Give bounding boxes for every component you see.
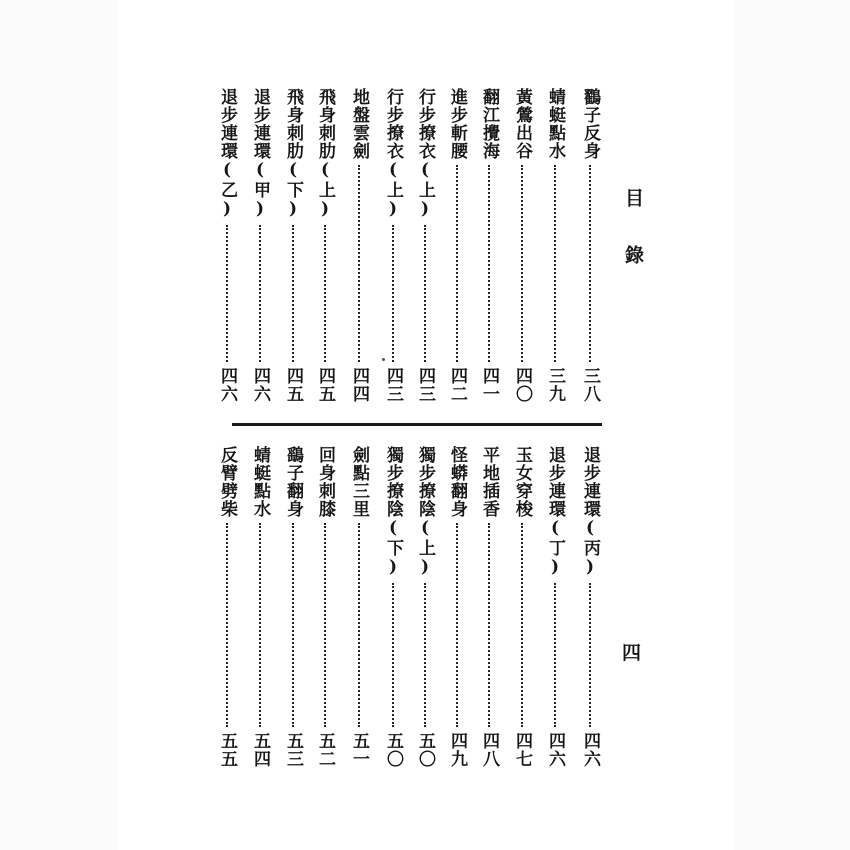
entry-page: 四八 [479, 732, 499, 768]
toc-entry [448, 88, 465, 403]
entry-page: 四六 [250, 367, 270, 403]
toc-entry [316, 88, 333, 403]
entry-title: 行步撩衣(上) [383, 88, 403, 220]
dot-leader [292, 523, 294, 727]
toc-entry [251, 446, 268, 768]
entry-page: 五〇 [415, 732, 435, 768]
toc-entry [416, 446, 433, 768]
dot-leader [424, 583, 426, 727]
toc-entry [513, 88, 530, 403]
entry-page: 四五 [283, 367, 303, 403]
toc-entry [546, 446, 563, 768]
entry-title: 蜻蜓點水 [250, 446, 270, 518]
entry-title: 回身刺膝 [315, 446, 335, 518]
entry-title: 地盤雲劍 [349, 88, 369, 160]
entry-title: 獨步撩陰(下) [383, 446, 403, 578]
toc-entry [284, 88, 301, 403]
dot-leader [488, 165, 490, 362]
toc-entry [384, 88, 401, 403]
toc-entry [513, 446, 530, 768]
toc-entry [480, 88, 497, 403]
entry-page: 四三 [415, 367, 435, 403]
entry-page: 五〇 [383, 732, 403, 768]
dot-leader [292, 225, 294, 362]
entry-title: 蜻蜓點水 [545, 88, 565, 160]
toc-entry [284, 446, 301, 768]
dot-leader [259, 523, 261, 727]
entry-page: 四一 [479, 367, 499, 403]
entry-title: 退步連環(甲) [250, 88, 270, 220]
dot-leader [358, 523, 360, 727]
dot-leader [226, 523, 228, 727]
entry-title: 退步連環(乙) [217, 88, 237, 220]
entry-title: 黃鶯出谷 [512, 88, 532, 160]
entry-title: 怪蟒翻身 [447, 446, 467, 518]
entry-title: 退步連環(丙) [580, 446, 600, 578]
dot-leader [589, 583, 591, 727]
toc-heading: 目錄 [622, 188, 644, 302]
toc-entry [384, 446, 401, 768]
toc-entry [218, 88, 235, 403]
dot-leader [589, 165, 591, 362]
entry-page: 四三 [383, 367, 403, 403]
entry-page: 四六 [580, 732, 600, 768]
dot-leader [456, 165, 458, 362]
dot-leader [521, 523, 523, 727]
dot-leader [226, 225, 228, 362]
entry-page: 三九 [545, 367, 565, 403]
entry-title: 飛身刺肋(下) [283, 88, 303, 220]
toc-entry [350, 446, 367, 768]
toc-entry [350, 88, 367, 403]
dot-leader [392, 583, 394, 727]
entry-title: 退步連環(丁) [545, 446, 565, 578]
dot-leader [521, 165, 523, 362]
entry-title: 行步撩衣(上) [415, 88, 435, 220]
dot-leader [456, 523, 458, 727]
entry-page: 五一 [349, 732, 369, 768]
entry-title: 玉女穿梭 [512, 446, 532, 518]
dot-leader [324, 523, 326, 727]
entry-page: 四四 [349, 367, 369, 403]
entry-title: 反臂劈柴 [217, 446, 237, 518]
entry-page: 四七 [512, 732, 532, 768]
toc-entry [480, 446, 497, 768]
page-folio: 四 [622, 642, 642, 664]
toc-entry [581, 88, 598, 403]
toc-entry [316, 446, 333, 768]
entry-title: 鸐子反身 [580, 88, 600, 160]
dot-leader [392, 225, 394, 362]
toc-entry [546, 88, 563, 403]
toc-entry [448, 446, 465, 768]
entry-page: 四六 [545, 732, 565, 768]
toc-entry [218, 446, 235, 768]
toc-entry [581, 446, 598, 768]
section-divider [232, 423, 602, 426]
entry-page: 五二 [315, 732, 335, 768]
dot-leader [259, 225, 261, 362]
entry-title: 獨步撩陰(上) [415, 446, 435, 578]
entry-page: 四二 [447, 367, 467, 403]
entry-title: 平地插香 [479, 446, 499, 518]
dot-leader [554, 165, 556, 362]
entry-page: 四六 [217, 367, 237, 403]
entry-page: 四〇 [512, 367, 532, 403]
entry-page: 三八 [580, 367, 600, 403]
dot-leader [488, 523, 490, 727]
dot-leader [324, 225, 326, 362]
entry-page: 四五 [315, 367, 335, 403]
toc-entry [251, 88, 268, 403]
dot-leader [358, 165, 360, 362]
entry-page: 四九 [447, 732, 467, 768]
entry-page: 五四 [250, 732, 270, 768]
entry-title: 進步斬腰 [447, 88, 467, 160]
dot-leader [554, 583, 556, 727]
entry-title: 翻江攪海 [479, 88, 499, 160]
entry-title: 飛身刺肋(上) [315, 88, 335, 220]
dot-leader [424, 225, 426, 362]
entry-page: 五三 [283, 732, 303, 768]
entry-title: 鷂子翻身 [283, 446, 303, 518]
entry-page: 五五 [217, 732, 237, 768]
toc-entry [416, 88, 433, 403]
entry-title: 劍點三里 [349, 446, 369, 518]
